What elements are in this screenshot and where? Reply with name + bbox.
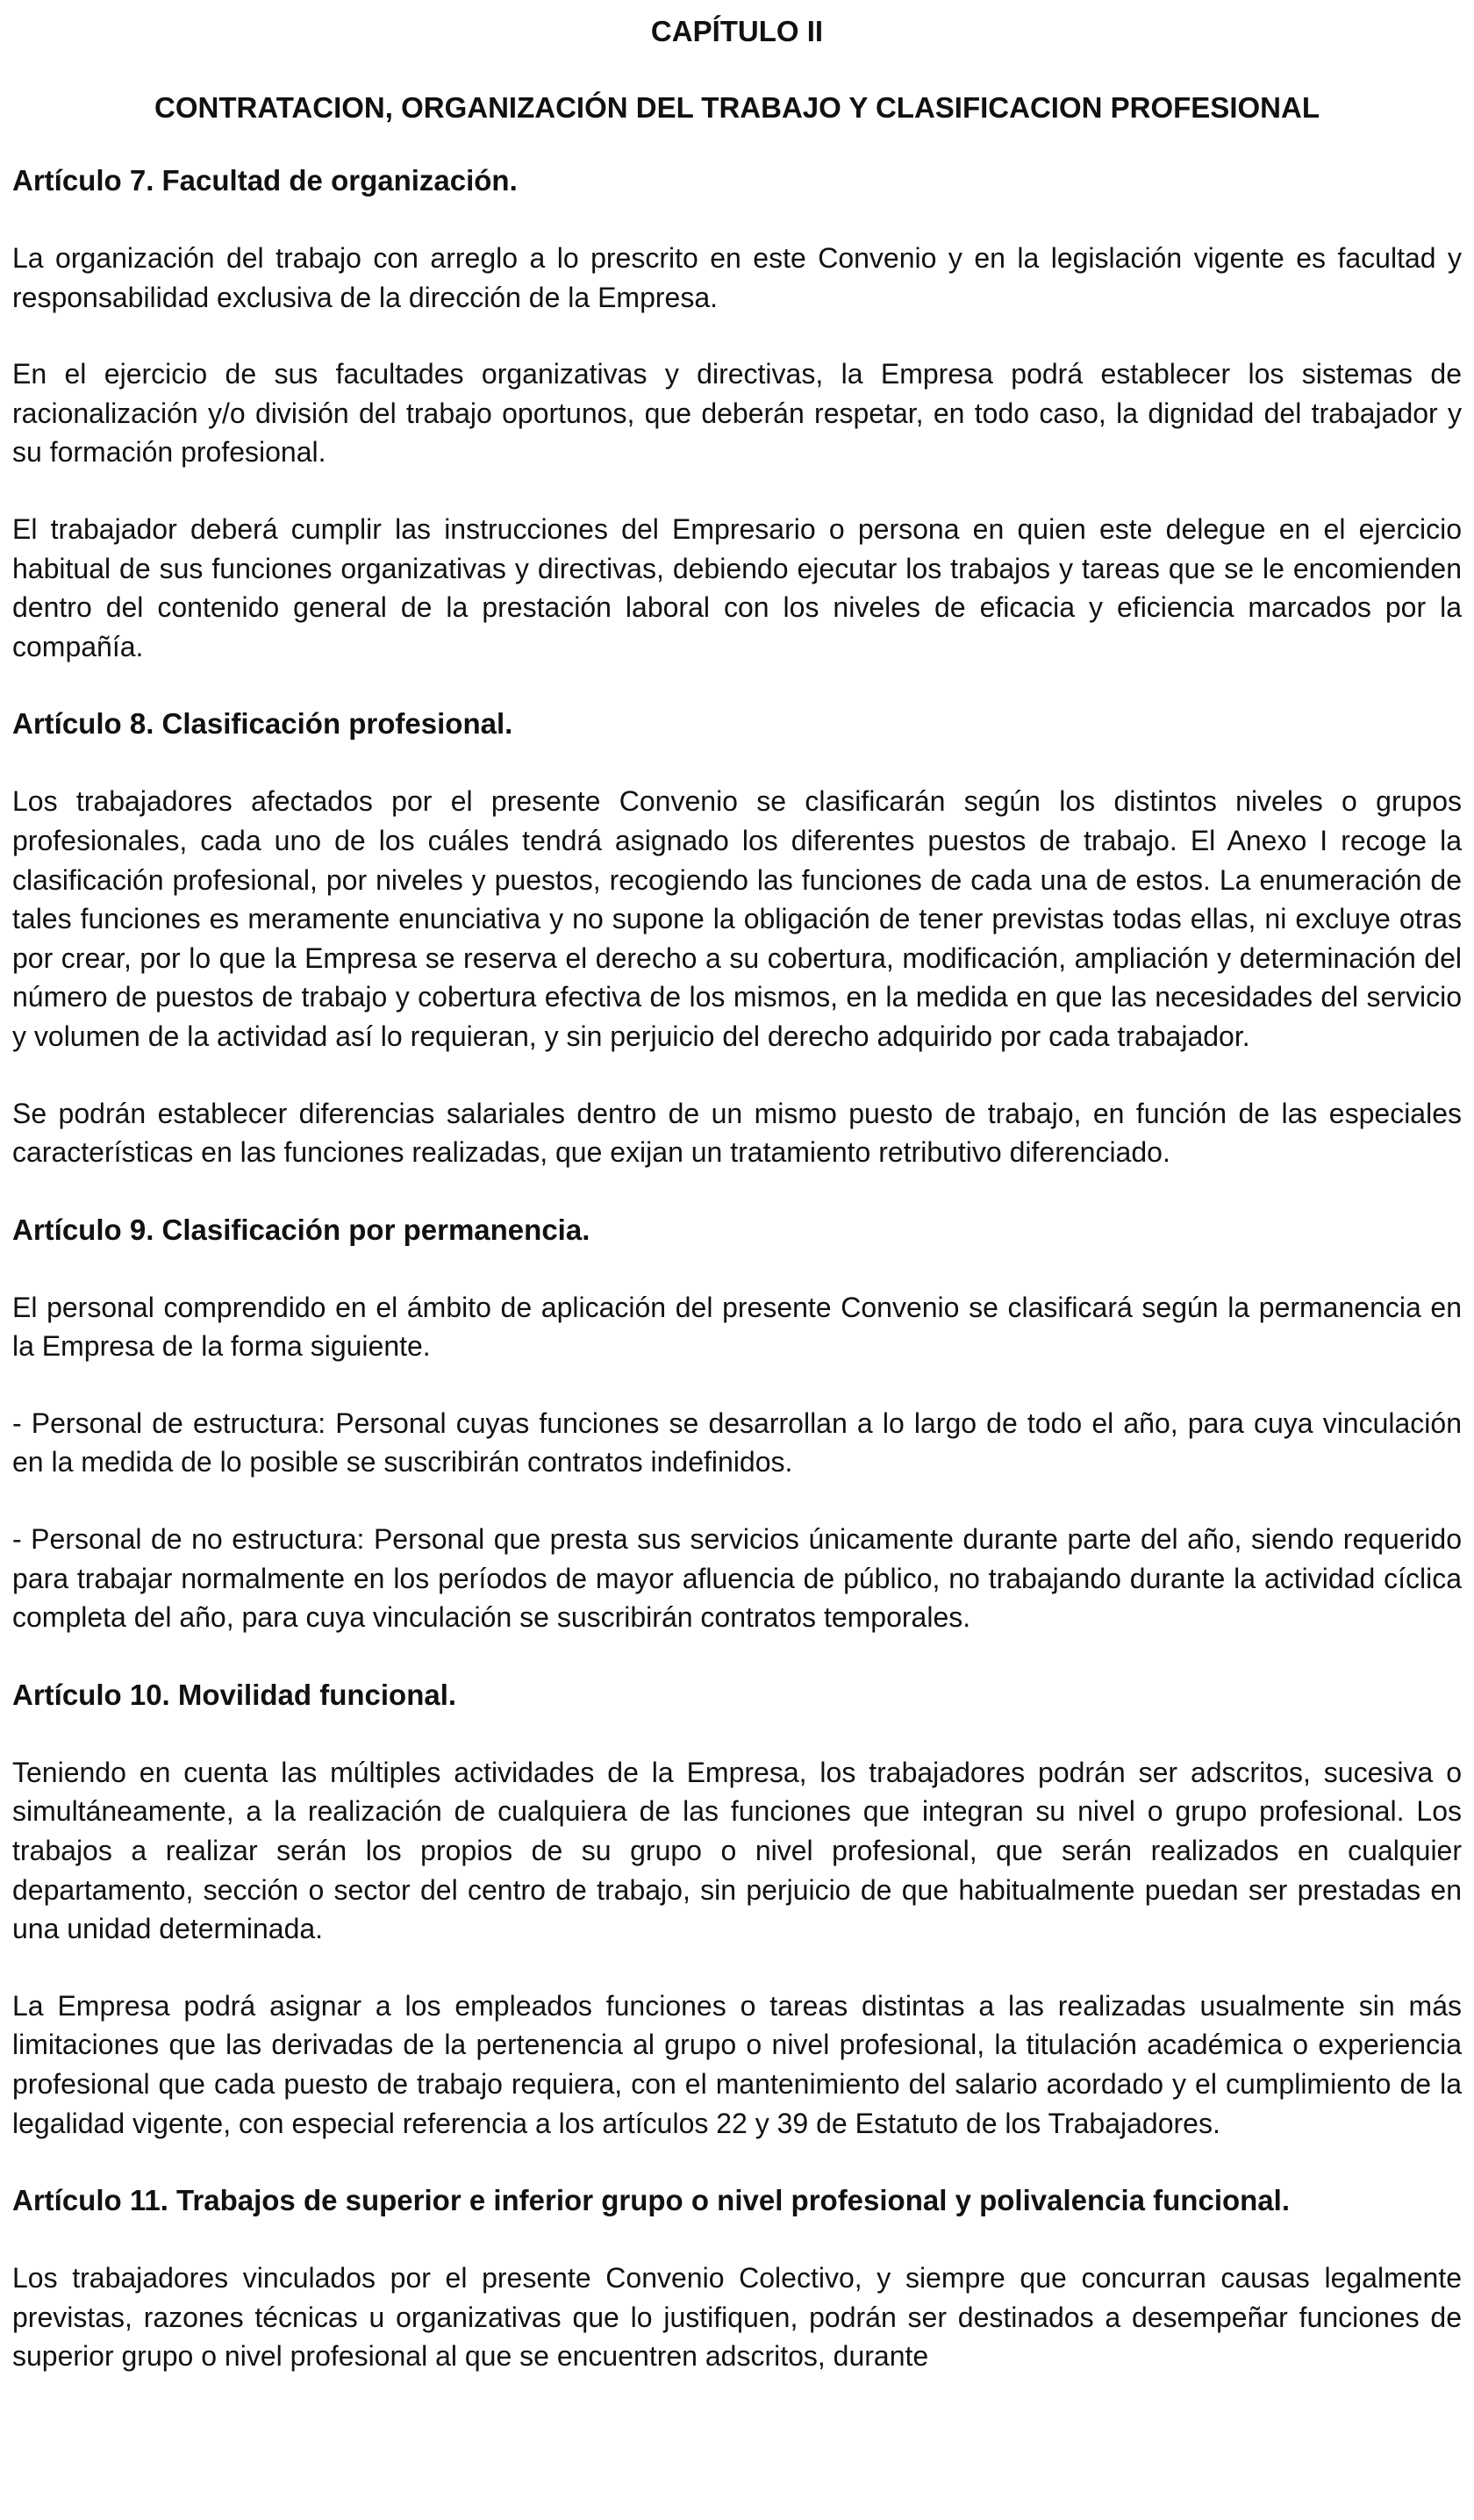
article-9-paragraph-1: El personal comprendido en el ámbito de aplicación del presente Convenio se clasificará según la permanencia en la Empresa de la forma siguiente. xyxy=(12,1291,1462,1363)
article-8-paragraph-2: Se podrán establecer diferencias salariales dentro de un mismo puesto de trabajo, en función de las especiales características en las funciones realizadas, que exijan un tratamiento retributivo diferenciado. xyxy=(12,1097,1462,1169)
chapter-subtitle: CONTRATACION, ORGANIZACIÓN DEL TRABAJO Y CLASIFICACION PROFESIONAL xyxy=(154,91,1320,124)
article-11-title: Artículo 11. Trabajos de superior e inferior grupo o nivel profesional y polivalencia funcional. xyxy=(12,2184,1290,2217)
article-10-title: Artículo 10. Movilidad funcional. xyxy=(12,1678,457,1711)
article-9-paragraph-2: - Personal de estructura: Personal cuyas funciones se desarrollan a lo largo de todo el año, para cuya vinculación en la medida de lo posible se suscribirán contratos indefinidos. xyxy=(12,1407,1462,1478)
article-7-title: Artículo 7. Facultad de organización. xyxy=(12,164,518,197)
article-9-title: Artículo 9. Clasificación por permanencia. xyxy=(12,1213,590,1246)
article-7-paragraph-1: La organización del trabajo con arreglo a lo prescrito en este Convenio y en la legislación vigente es facultad y responsabilidad exclusiva de la dirección de la Empresa. xyxy=(12,242,1462,313)
article-7-paragraph-3: El trabajador deberá cumplir las instrucciones del Empresario o persona en quien este delegue en el ejercicio habitual de sus funciones organizativas y directivas, debiendo ejecutar los trabajos y tareas que se le encomienden dentro del contenido general de la prestación laboral con los niveles de eficacia y eficiencia marcados por la compañía. xyxy=(12,512,1462,662)
article-7-paragraph-2: En el ejercicio de sus facultades organizativas y directivas, la Empresa podrá establecer los sistemas de racionalización y/o división del trabajo oportunos, que deberán respetar, en todo caso, la dignidad del trabajador y su formación profesional. xyxy=(12,358,1462,469)
article-11-paragraph-1: Los trabajadores vinculados por el presente Convenio Colectivo, y siempre que concurran causas legalmente previstas, razones técnicas u organizativas que lo justifiquen, podrán ser destinados a desempeñar funciones de superior grupo o nivel profesional al que se encuentren adscritos, durante xyxy=(12,2262,1462,2373)
chapter-heading: CAPÍTULO II xyxy=(650,15,824,47)
document-page xyxy=(12,0,1462,2376)
article-10-paragraph-2: La Empresa podrá asignar a los empleados funciones o tareas distintas a las realizadas usualmente sin más limitaciones que las derivadas de la pertenencia al grupo o nivel profesional, la titulación académica o experiencia profesional que cada puesto de trabajo requiera, con el mantenimiento del salario acordado y el cumplimiento de la legalidad vigente, con especial referencia a los artículos 22 y 39 de Estatuto de los Trabajadores. xyxy=(12,1989,1462,2139)
article-8-title: Artículo 8. Clasificación profesional. xyxy=(12,707,513,741)
article-9-paragraph-3: - Personal de no estructura: Personal que presta sus servicios únicamente durante parte del año, siendo requerido para trabajar normalmente en los períodos de mayor afluencia de público, no trabajando durante la actividad cíclica completa del año, para cuya vinculación se suscribirán contratos temporales. xyxy=(12,1523,1462,1634)
article-8-paragraph-1: Los trabajadores afectados por el presente Convenio se clasificarán según los distintos niveles o grupos profesionales, cada uno de los cuáles tendrá asignado los diferentes puestos de trabajo. El Anexo I recoge la clasificación profesional, por niveles y puestos, recogiendo las funciones de cada una de estos. La enumeración de tales funciones es meramente enunciativa y no supone la obligación de tener previstas todas ellas, ni excluye otras por crear, por lo que la Empresa se reserva el derecho a su cobertura, modificación, ampliación y determinación del número de puestos de trabajo y cobertura efectiva de los mismos, en la medida en que las necesidades del servicio y volumen de la actividad así lo requieran, y sin perjuicio del derecho adquirido por cada trabajador. xyxy=(12,785,1462,1052)
article-10-paragraph-1: Teniendo en cuenta las múltiples actividades de la Empresa, los trabajadores podrán ser adscritos, sucesiva o simultáneamente, a la realización de cualquiera de las funciones que integran su nivel o grupo profesional. Los trabajos a realizar serán los propios de su grupo o nivel profesional, que serán realizados en cualquier departamento, sección o sector del centro de trabajo, sin perjuicio de que habitualmente puedan ser prestadas en una unidad determinada. xyxy=(12,1756,1462,1945)
